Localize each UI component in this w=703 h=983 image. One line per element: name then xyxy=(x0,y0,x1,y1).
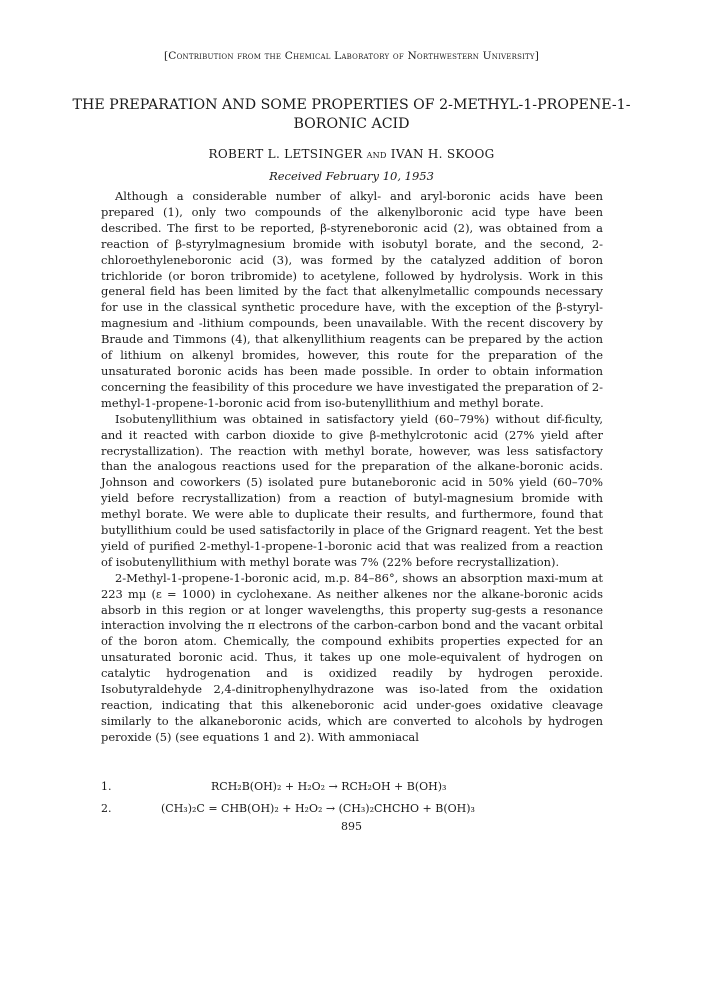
equation-text: RCH₂B(OH)₂ + H₂O₂ → RCH₂OH + B(OH)₃ xyxy=(211,780,447,793)
article-body xyxy=(101,189,603,746)
author-conjunction: and xyxy=(366,148,387,161)
equation-row xyxy=(101,798,603,820)
author-name: ROBERT L. LETSINGER xyxy=(208,147,363,161)
equation-block xyxy=(101,776,603,820)
body-paragraph: 2-Methyl-1-propene-1-boronic acid, m.p. 84–86°, shows an absorption maxi-mum at 223 mμ (ε = 1000) in cyclohexane. As neither alkenes nor the alkane-boronic acids absorb in this region or at longer wavelengths, this property sug-gests a resonance interaction involving the π electrons of the carbon-carbon bond and the vacant orbital of the boron atom. Chemically, the compound exhibits properties expected for an unsaturated boronic acid. Thus, it takes up one mole-equivalent of hydrogen on catalytic hydrogenation and is oxidized readily by hydrogen peroxide. Isobutyraldehyde 2,4-dinitrophenylhydrazone was iso-lated from the oxidation reaction, indicating that this alkeneboronic acid under-goes oxidative cleavage similarly to the alkaneboronic acids, which are converted to alcohols by hydrogen peroxide (5) (see equations 1 and 2). With ammoniacal xyxy=(101,570,603,744)
equation-row xyxy=(101,776,603,798)
equation-number: 2. xyxy=(101,802,112,815)
contribution-line: [Contribution from the Chemical Laboratory of Northwestern University] xyxy=(163,50,540,62)
received-date: Received February 10, 1953 xyxy=(269,169,434,183)
body-paragraph: Although a considerable number of alkyl- and aryl-boronic acids have been prepared (1), only two compounds of the alkenylboronic acid type have been described. The first to be reported, β-styreneboronic acid (2), was obtained from a reaction of β-styrylmagnesium bromide with isobutyl borate, and the second, 2-chloroethyleneboronic acid (3), was formed by the catalyzed addition of boron trichloride (or boron tribromide) to acetylene, followed by hydrolysis. Work in this general field has been limited by the fact that alkenylmetallic compounds necessary for use in the classical synthetic procedure have, with the exception of the β-styryl-magnesium and -lithium compounds, been unavailable. With the recent discovery by Braude and Timmons (4), that alkenyllithium reagents can be prepared by the action of lithium on alkenyl bromides, however, this route for the preparation of the unsaturated boronic acids has been made possible. In order to obtain information concerning the feasibility of this procedure we have investigated the preparation of 2-methyl-1-propene-1-boronic acid from iso-butenyllithium and methyl borate. xyxy=(101,189,603,410)
author-line xyxy=(0,147,703,161)
page-number: 895 xyxy=(341,820,362,833)
body-paragraph: Isobutenyllithium was obtained in satisfactory yield (60–79%) without dif-ficulty, and it reacted with carbon dioxide to give β-methylcrotonic acid (27% yield after recrystallization). The reaction with methyl borate, however, was less satisfactory than the analogous reactions used for the preparation of the alkane-boronic acids. Johnson and coworkers (5) isolated pure butaneboronic acid in 50% yield (60–70% yield before recrystallization) from a reaction of butyl-magnesium bromide with methyl borate. We were able to duplicate their results, and furthermore, found that butyllithium could be used satisfactorily in place of the Grignard reagent. Yet the best yield of purified 2-methyl-1-propene-1-boronic acid that was realized from a reaction of isobutenyllithium with methyl borate was 7% (22% before recrystallization). xyxy=(101,411,603,569)
equation-text: (CH₃)₂C = CHB(OH)₂ + H₂O₂ → (CH₃)₂CHCHO + B(OH)₃ xyxy=(161,802,475,815)
author-name: IVAN H. SKOOG xyxy=(390,147,495,161)
article-title: THE PREPARATION AND SOME PROPERTIES OF 2-METHYL-1-PROPENE-1-BORONIC ACID xyxy=(72,97,631,132)
equation-number: 1. xyxy=(101,780,112,793)
